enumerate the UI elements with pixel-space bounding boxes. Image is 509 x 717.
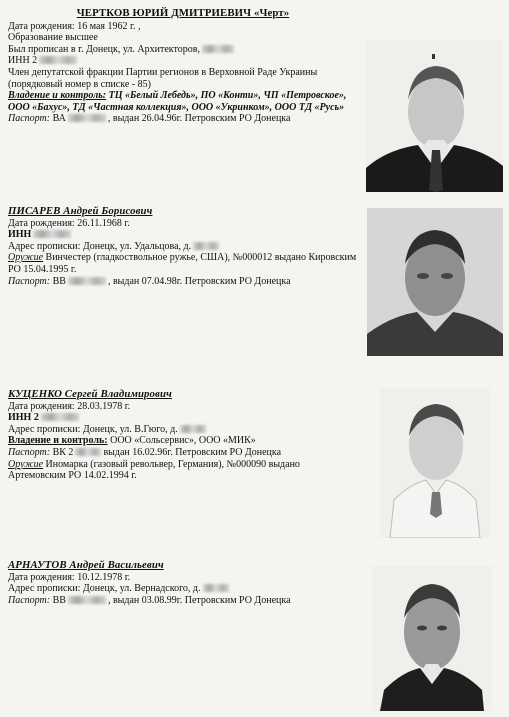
person-3-birth: Дата рождения: 28.03.1978 г. xyxy=(8,400,131,412)
redaction-mark xyxy=(193,242,219,250)
person-4-photo xyxy=(372,566,492,711)
person-1-birth: Дата рождения: 16 мая 1962 г. , xyxy=(8,20,141,32)
redaction-mark xyxy=(180,425,206,433)
portrait-image xyxy=(372,566,492,711)
person-4-text xyxy=(8,560,358,606)
person-3-control: Владение и контроль: ООО «Сольсервис», ООО «МИК» xyxy=(8,435,256,447)
redaction-mark xyxy=(203,584,229,592)
person-1-passport: Паспорт: ВА , выдан 26.04.96г. Петровским РО Донецка xyxy=(8,113,291,125)
redaction-mark xyxy=(202,45,234,53)
person-1-address: Был прописан в г. Донецк, ул. Архитекторов, xyxy=(8,44,358,56)
portrait-image xyxy=(366,40,503,192)
person-2-photo xyxy=(367,208,503,356)
person-2-text xyxy=(8,206,358,287)
redaction-mark xyxy=(41,413,79,421)
redaction-mark xyxy=(68,114,106,122)
person-3-text xyxy=(8,389,358,482)
person-3-address: Адрес прописки: Донецк, ул. В.Гюго, д. xyxy=(8,424,358,436)
person-3-weapon: Оружие Иномарка (газовый револьвер, Германия), №000090 выдано Артемовским РО 14.02.1994 г. xyxy=(8,458,300,482)
person-3-inn: ИНН 2 xyxy=(8,412,358,424)
person-4-name: АРНАУТОВ Андрей Васильевич xyxy=(8,559,164,571)
person-1-education: Образование высшее xyxy=(8,32,98,44)
person-2-passport: Паспорт: ВВ , выдан 07.04.98г. Петровским РО Донецка xyxy=(8,275,291,287)
portrait-image xyxy=(367,208,503,356)
person-2-address: Адрес прописки: Донецк, ул. Удальцова, д. xyxy=(8,241,358,253)
redaction-mark xyxy=(33,230,71,238)
person-2-birth: Дата рождения: 26.11.1968 г. xyxy=(8,217,130,229)
person-2-inn: ИНН xyxy=(8,229,358,241)
person-1-inn: ИНН 2 xyxy=(8,55,358,67)
person-1-name: ЧЕРТКОВ ЮРИЙ ДМИТРИЕВИЧ «Черт» xyxy=(76,7,290,19)
redaction-mark xyxy=(68,596,106,604)
person-4-birth: Дата рождения: 10.12.1978 г. xyxy=(8,571,131,583)
redaction-mark xyxy=(75,448,101,456)
portrait-image xyxy=(380,388,490,538)
person-3-photo xyxy=(380,388,490,538)
person-2-name: ПИСАРЕВ Андрей Борисович xyxy=(8,205,153,217)
redaction-mark xyxy=(68,277,106,285)
person-3-passport: Паспорт: ВК 2 выдан 16.02.96г. Петровским РО Донецка xyxy=(8,446,282,458)
person-2-weapon: Оружие Винчестер (гладкоствольное ружье, США), №000012 выдано Кировским РО 15.04.1995 г. xyxy=(8,252,357,275)
person-3-name: КУЦЕНКО Сергей Владимирович xyxy=(8,388,172,400)
person-4-passport: Паспорт: ВВ , выдан 03.08.99г. Петровским РО Донецка xyxy=(8,594,291,606)
person-1-control: Владение и контроль: ТЦ «Белый Лебедь», ПО «Конти», ЧП «Петровское», ООО «Бахус», ТД «Частная коллекция», ООО «Укринком», ООО ТД «Русь» xyxy=(8,90,347,113)
person-1-faction: Член депутатской фракции Партии регионов в Верховной Раде Украины (порядковый номер в списке - 85) xyxy=(8,66,318,90)
person-4-address: Адрес прописки: Донецк, ул. Вернадского, д. xyxy=(8,583,358,595)
person-1-photo xyxy=(366,40,503,192)
redaction-mark xyxy=(39,56,77,64)
person-1-text xyxy=(8,8,358,125)
